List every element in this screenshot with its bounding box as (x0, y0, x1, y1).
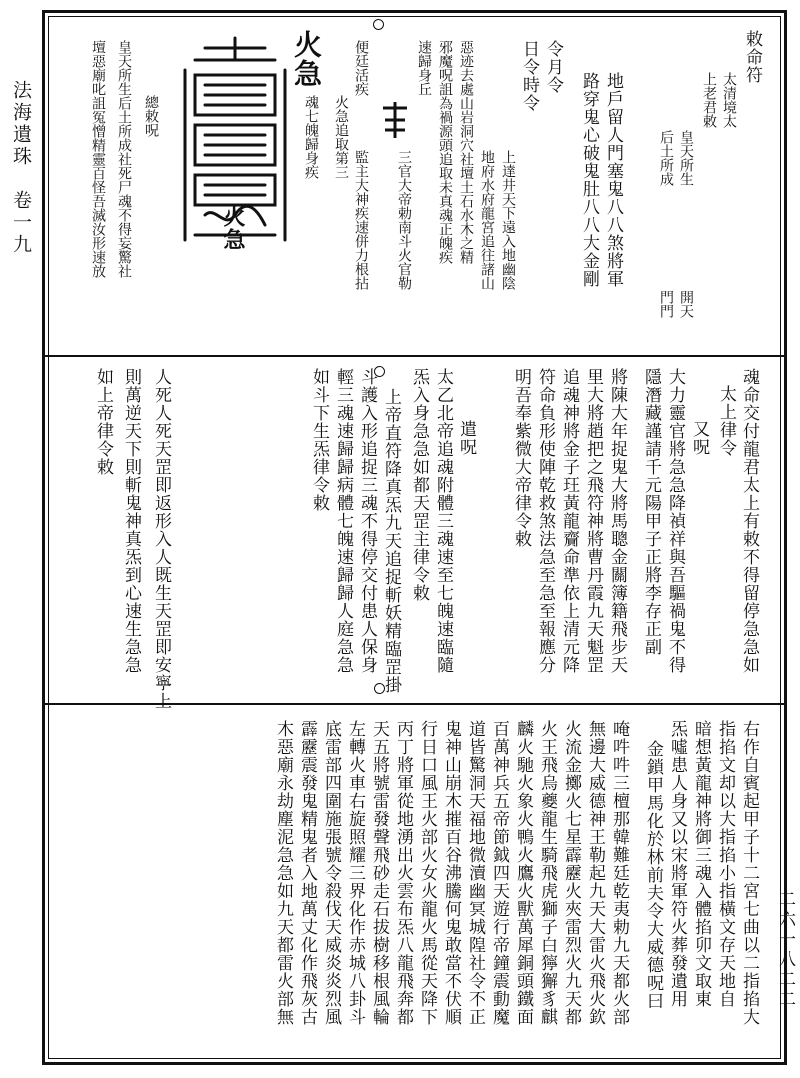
s2-col-15: 斗護入形追捉三魂不得停交付患人保身 (357, 368, 377, 674)
s2-col-17: 如斗下生炁律令敕 (309, 368, 329, 512)
s3-col-20: 木惡廟永劫塵泥急急如九天都雷火部無 (273, 720, 293, 1026)
s1-col-19: 火急追取第三 (333, 95, 349, 179)
s1-col-15: 邪魔呪詛為禍源頭追取未真魂正魄疾 (437, 40, 453, 264)
s3-col-5: 金鎖甲馬化於林前夫令大威德呪曰 (643, 740, 663, 1010)
s3-col-11: 百萬神兵五帝節鉞四天遊行帝鐘震動魔 (489, 720, 509, 1026)
s1-col-14: 惡迹去處山岩洞穴社壇土石水木之精 (458, 40, 474, 264)
s2-col-6: 將陳大年捉鬼大將馬聰金關簿籍飛步天 (607, 368, 627, 674)
s3-col-12: 道皆驚洞天福地微瀆幽冥城隍社令不正 (465, 720, 485, 1026)
s1-col-10: 令月令 (543, 40, 563, 94)
s2-col-16: 輕三魂速歸歸病體七魄速歸歸人庭急急 (333, 368, 353, 674)
s2-col-18: 人死人死天罡即返形入人既生天罡即安寧上 (151, 368, 171, 710)
s1-col-12: 上達井天下遠入地幽陰 (500, 150, 516, 290)
s2-col-8: 追魂神將金子玨黃龍齎命準依上清元降 (559, 368, 579, 674)
s1-col-21: 魂七魄歸身疾 (303, 95, 319, 179)
s1-circle-marker (373, 19, 384, 30)
s3-col-1: 右作自賓起甲子十二宮七曲以二指掐大 (739, 720, 759, 1026)
s2-col-14: 上帝直符降真炁九天追捉斬妖精臨罡掛 (381, 388, 401, 694)
s3-col-4: 炁噓患人身又以宋將軍符火葬發遺用 (667, 720, 687, 1008)
s1-fire-urgent-heading: 火急 (290, 30, 323, 88)
s3-col-3: 暗想黃龍神將御三魂入體掐卯文取東 (691, 720, 711, 1008)
s2-col-2: 太上律令 (716, 385, 736, 457)
s1-col-23: 皇天所生后土所成社死尸魂不得妄驚社 (116, 40, 132, 278)
s1-col-7: 門門 (658, 290, 674, 318)
s1-col-11: 日令時令 (519, 40, 539, 112)
s2-col-9: 符命負形使陣乾救煞法急至急至報應分 (535, 368, 555, 674)
s3-col-19: 霹靂震發鬼精鬼者入地萬丈化作飛灰古 (297, 720, 317, 1026)
s3-col-10: 麟火馳火象火鴨火鷹火獸萬犀銅頭鐵面 (513, 720, 533, 1026)
talisman-small-glyph-icon (380, 100, 410, 140)
s3-col-7: 無邊大威德神王勒起九天大雷火飛火欽 (585, 720, 605, 1026)
s2-col-5: 隱潛藏謹請千元陽甲子正將李存正副 (641, 368, 661, 656)
s3-col-2: 指掐文却以大指掐小指橫文存天地自 (715, 720, 735, 1008)
s3-col-18: 底雷部四圍施張號令殺伐天威炎炎烈風 (321, 720, 341, 1026)
s1-col-4: 皇天所生 (678, 130, 694, 186)
left-margin-title: 法海遺珠 卷一九 (10, 80, 32, 256)
s2-col-4: 大力靈官將急急降禎祥與吾驅禍鬼不得 (665, 368, 685, 674)
s1-col-24: 壇惡廟叱詛冤憎精靈百怪吾滅汝形速放 (90, 40, 106, 278)
s1-col-6: 開天 (678, 290, 694, 318)
s2-col-10: 明吾奉紫微大帝律令敕 (511, 368, 531, 548)
s1-col-22: 總敕呪 (143, 95, 159, 137)
s3-col-9: 火王飛烏夔龍生騎飛虎獅子白獰獬豸麒 (537, 720, 557, 1026)
s2-col-13: 炁入身急急如都天罡主律令敕 (409, 368, 429, 602)
s1-col-2: 太清境太 (721, 72, 737, 128)
s1-col-3: 上老君敕 (701, 72, 717, 128)
s1-col-5: 后土所成 (658, 130, 674, 186)
s1-col-13: 地府水府龍宮追往諸山 (479, 150, 495, 290)
s2-col-1: 魂命交付龍君太上有敕不得留停急急如 (739, 368, 759, 674)
s2-col-7: 里大將趙把之飛符神將曹丹霞九天魁罡 (583, 368, 603, 674)
s3-col-17: 左轉火車右旋照耀三界化作赤城八卦斗 (345, 720, 365, 1026)
s2-col-3: 又呪 (689, 420, 709, 456)
s1-col-20: 監主大神疾速併力根拈 (353, 150, 369, 290)
s2-col-11: 遣呪 (456, 420, 476, 456)
s1-col-8: 地戶留人門塞鬼八八煞將軍 (603, 72, 623, 288)
s3-col-13: 鬼神山崩木摧百谷沸騰何鬼敢當不伏順 (441, 720, 461, 1026)
right-margin-page-number: 二六一八二二 (775, 890, 795, 1010)
s1-col-17: 三官大帝勅南斗火官勒 (396, 150, 412, 290)
s2-col-20: 如上帝律令敕 (93, 368, 113, 476)
s3-col-6: 唵吽吽三檀那韓難廷乾夷勅九天都火部 (609, 720, 629, 1026)
s1-col-18: 便廷活疾 (353, 40, 369, 96)
s3-col-15: 丙丁將軍從地湧出火雲布炁八龍飛奔都 (393, 720, 413, 1026)
talisman-fire-urgent-label: 火急 (220, 205, 246, 251)
s3-col-14: 行日口風王火部火女火龍火馬從天降下 (417, 720, 437, 1026)
s3-col-16: 天五將號雷發聲飛砂走石拔樹移根風輪 (369, 720, 389, 1026)
s1-col-16: 速歸身丘 (416, 40, 432, 96)
s2-col-19: 則萬逆天下則斬鬼神真炁到心速生急急 (121, 368, 141, 674)
s2-col-12: 太乙北帝追魂附體三魂速至七魄速臨隨 (433, 368, 453, 674)
s3-col-8: 火流金擲火七星霹靂火夾雷烈火九天都 (561, 720, 581, 1026)
section-divider-1 (42, 355, 787, 357)
s1-col-1: 敕命符 (742, 30, 762, 84)
s1-col-9: 路穿鬼心破鬼肚八八大金剛 (579, 72, 599, 288)
